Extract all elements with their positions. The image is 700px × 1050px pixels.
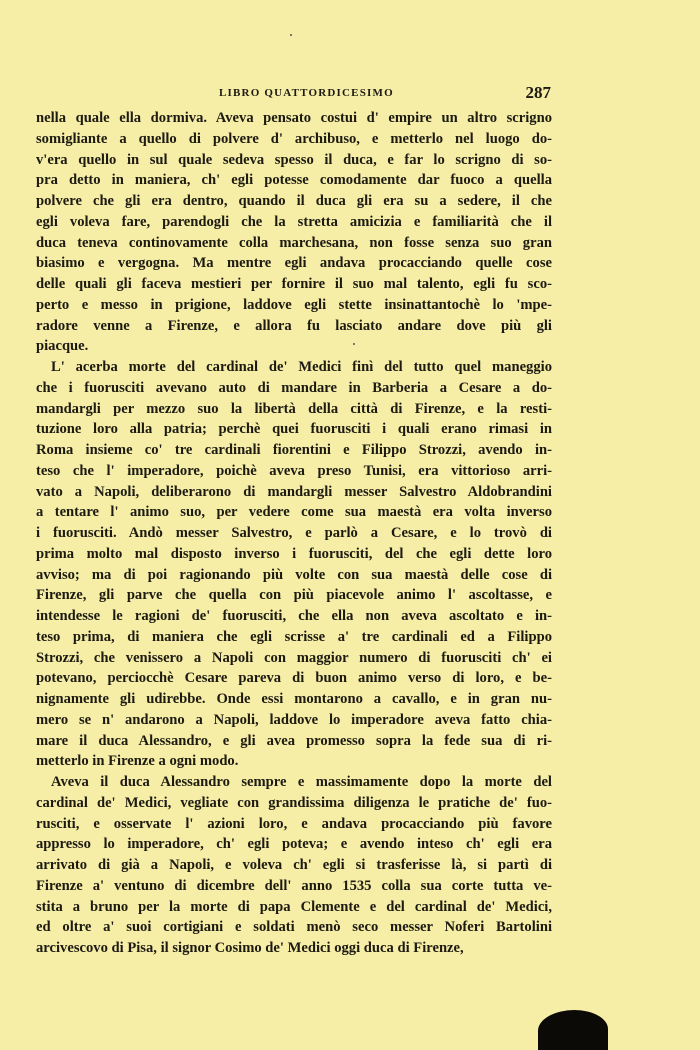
text-line: potevano, perciocchè Cesare pareva di buon animo verso di loro, e be-	[36, 670, 552, 687]
ink-speck	[353, 343, 355, 345]
text-line: egli voleva fare, parendogli che la stretta amicizia e familiarità che il	[36, 213, 552, 230]
running-header	[36, 84, 552, 106]
text-line: ed oltre a' suoi cortigiani e soldati menò seco messer Noferi Bartolini	[36, 919, 552, 936]
text-line: mare il duca Alessandro, e gli avea promesso sopra la fede sua di ri-	[36, 732, 552, 749]
text-line: cardinal de' Medici, vegliate con grandissima diligenza le pratiche de' fuo-	[36, 794, 552, 811]
text-line: i fuorusciti. Andò messer Salvestro, e parlò a Cesare, e lo trovò di	[36, 525, 552, 541]
text-line: somigliante a quello di polvere d' archibuso, e metterlo nel luogo do-	[36, 130, 552, 147]
text-line: Firenze a' ventuno di dicembre dell' anno 1535 colla sua corte tutta ve-	[36, 877, 552, 894]
text-line: Roma insieme co' tre cardinali fiorentini e Filippo Strozzi, avendo in-	[36, 442, 552, 458]
text-line: nella quale ella dormiva. Aveva pensato costui d' empire un altro scrigno	[36, 110, 552, 126]
text-line: Firenze, gli parve che quella con più piacevole animo l' ascoltasse, e	[36, 587, 552, 604]
text-line: biasimo e vergogna. Ma mentre egli andava procacciando quelle cose	[36, 255, 552, 272]
text-line: avviso; ma di poi ragionando più volte con sua maestà delle cose di	[36, 566, 552, 583]
text-line: piacque.	[36, 338, 89, 355]
text-line: mandargli per mezzo suo la libertà della città di Firenze, e la resti-	[36, 400, 552, 417]
text-line: L' acerba morte del cardinal de' Medici finì del tutto quel maneggio	[51, 359, 552, 375]
text-line: polvere che gli era dentro, quando il duca gli era su a sedere, il che	[36, 193, 552, 209]
text-line: prima molto mal disposto inverso i fuorusciti, del che egli dette loro	[36, 545, 552, 562]
body-text	[36, 108, 552, 959]
running-title: LIBRO QUATTORDICESIMO	[219, 87, 394, 99]
text-line: arcivescovo di Pisa, il signor Cosimo de' Medici oggi duca di Firenze,	[36, 940, 464, 956]
ink-speck	[290, 34, 292, 36]
text-line: Strozzi, che venissero a Napoli con maggior numero di fuorusciti ch' ei	[36, 649, 552, 666]
text-line: perto e messo in prigione, laddove egli stette insinattantochè lo 'mpe-	[36, 296, 552, 313]
text-line: duca teneva continovamente colla marchesana, non fosse senza suo gran	[36, 234, 552, 251]
text-line: mero se n' andarono a Napoli, laddove lo imperadore aveva fatto chia-	[36, 711, 552, 728]
text-line: metterlo in Firenze a ogni modo.	[36, 753, 239, 770]
book-page	[36, 84, 552, 959]
text-line: nignamente gli udirebbe. Onde essi montarono a cavallo, e in gran nu-	[36, 691, 552, 707]
text-line: a tentare l' animo suo, per vedere come sua maestà era volta inverso	[36, 504, 552, 521]
text-line: Aveva il duca Alessandro sempre e massimamente dopo la morte del	[51, 774, 552, 790]
text-line: che i fuorusciti avevano auto di mandare in Barberia a Cesare a do-	[36, 379, 552, 396]
text-line: arrivato di già a Napoli, e voleva ch' egli si trasferisse là, si partì di	[36, 857, 552, 873]
text-line: teso prima, di maniera che egli scrisse a' tre cardinali ed a Filippo	[36, 628, 552, 645]
page-number: 287	[525, 83, 551, 102]
text-line: rusciti, e osservate l' azioni loro, e andava procacciando più favore	[36, 815, 552, 832]
ink-blot	[538, 1010, 608, 1050]
text-line: stita a bruno per la morte di papa Clemente e del cardinal de' Medici,	[36, 898, 552, 915]
text-line: pra detto in maniera, ch' egli potesse comodamente dar fuoco a quella	[36, 172, 552, 189]
text-line: teso che l' imperadore, poichè aveva preso Tunisi, era vittorioso arri-	[36, 462, 552, 479]
text-line: tuzione loro alla patria; perchè quei fuorusciti i quali erano rimasi in	[36, 421, 552, 438]
text-line: intendesse le ragioni de' fuorusciti, che ella non aveva ascoltato e in-	[36, 608, 552, 624]
text-line: radore venne a Firenze, e allora fu lasciato andare dove più gli	[36, 317, 552, 334]
text-line: appresso lo imperadore, ch' egli poteva; e avendo inteso ch' egli era	[36, 836, 552, 853]
text-line: v'era quello in sul quale sedeva spesso il duca, e far lo scrigno di so-	[36, 151, 552, 168]
text-line: vato a Napoli, deliberarono di mandargli messer Salvestro Aldobrandini	[36, 483, 552, 500]
text-line: delle quali gli faceva mestieri per fornire il suo mal talento, egli fu sco-	[36, 276, 552, 292]
